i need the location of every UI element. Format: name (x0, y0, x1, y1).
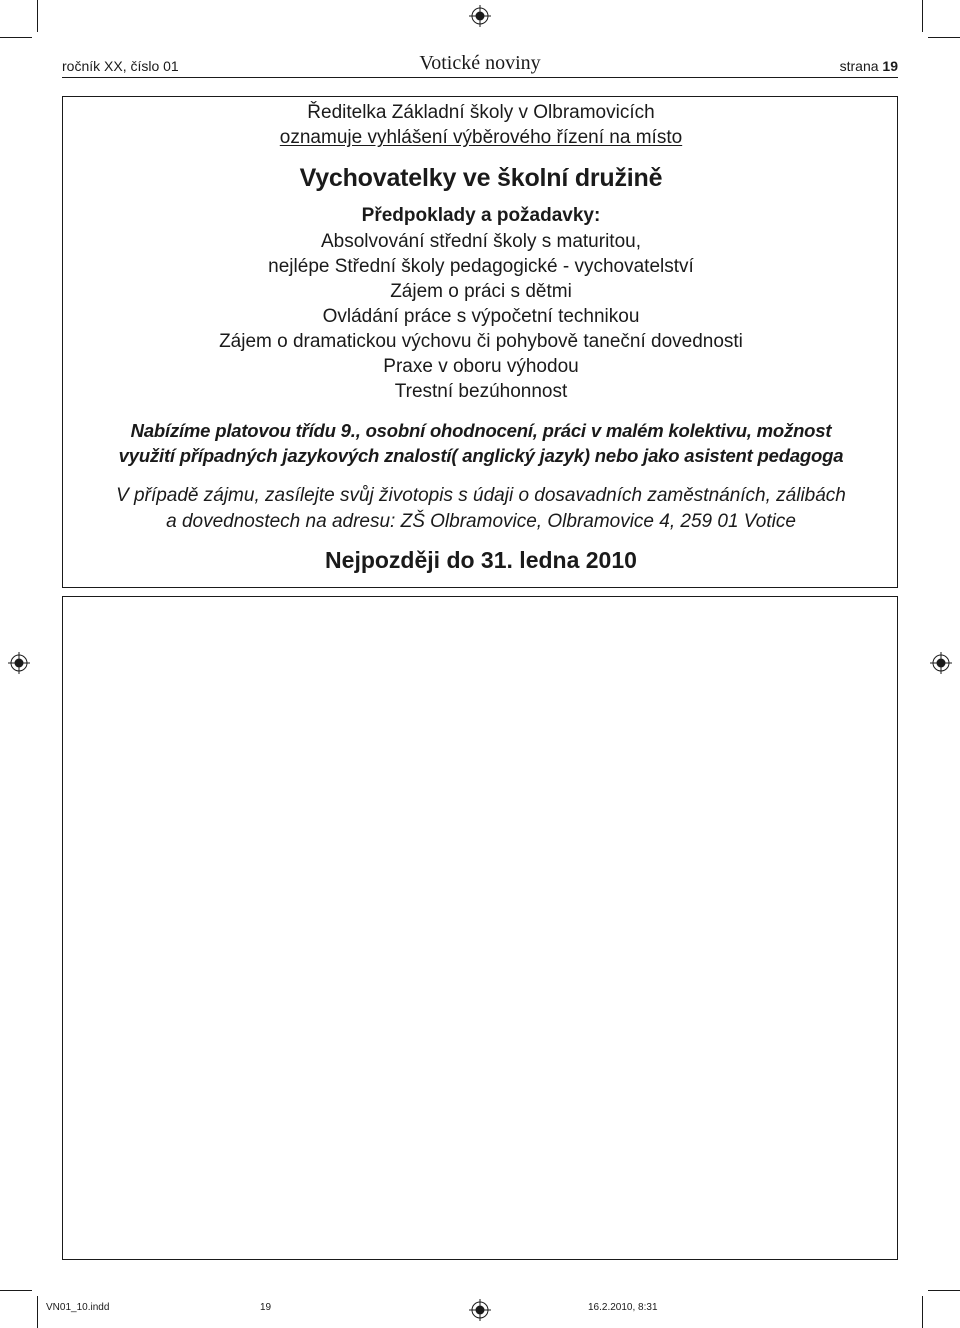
announcement-intro: Ředitelka Základní školy v Olbramovicích (307, 102, 655, 123)
requirement-item: Praxe v oboru výhodou (383, 356, 579, 377)
page-label: strana (839, 58, 879, 74)
registration-mark-icon (469, 1299, 491, 1321)
requirement-item: Ovládání práce s výpočetní technikou (322, 306, 640, 327)
announcement-subtitle: oznamuje vyhlášení výběrového řízení na místo (279, 127, 683, 148)
header-rule (62, 77, 898, 78)
page-number: 19 (882, 58, 898, 74)
requirement-item: Absolvování střední školy s maturitou, (321, 231, 641, 252)
slug-file: VN01_10.indd (46, 1302, 110, 1313)
requirement-item: nejlépe Střední školy pedagogické - vychovatelství (268, 256, 694, 277)
registration-mark-icon (930, 652, 952, 674)
contact-text: a dovednostech na adresu: ZŠ Olbramovice, Olbramovice 4, 259 01 Votice (166, 511, 796, 532)
requirement-item: Zájem o práci s dětmi (390, 281, 572, 302)
crop-mark-top-right (922, 0, 923, 32)
requirements-heading: Předpoklady a požadavky: (361, 205, 601, 226)
position-title: Vychovatelky ve školní družině (299, 164, 663, 192)
contact-text: V případě zájmu, zasílejte svůj životopis s údaji o dosavadních zaměstnáních, zálibách (116, 485, 846, 506)
requirement-item: Zájem o dramatickou výchovu či pohybově taneční dovednosti (219, 331, 743, 352)
slug-page: 19 (260, 1302, 272, 1313)
crop-mark-top-right-h (928, 37, 960, 38)
deadline: Nejpozději do 31. ledna 2010 (325, 547, 637, 573)
crop-mark-top-left (37, 0, 38, 32)
offer-text: využití případných jazykových znalostí( anglický jazyk) nebo jako asistent pedagoga (118, 445, 844, 466)
job-announcement-box (62, 96, 898, 588)
empty-frame (62, 596, 898, 1260)
requirement-item: Trestní bezúhonnost (394, 381, 568, 402)
registration-mark-icon (469, 5, 491, 27)
slug-timestamp: 16.2.2010, 8:31 (588, 1302, 658, 1313)
offer-text: Nabízíme platovou třídu 9., osobní ohodnocení, práci v malém kolektivu, možnost (130, 420, 832, 441)
issue-label: ročník XX, číslo 01 (62, 58, 179, 74)
crop-mark-bottom-right (922, 1296, 923, 1328)
newspaper-title: Votické noviny (419, 52, 541, 74)
crop-mark-top-left-h (0, 37, 32, 38)
registration-mark-icon (8, 652, 30, 674)
page-number-label (840, 58, 898, 74)
crop-mark-bottom-left-h (0, 1290, 32, 1291)
crop-mark-bottom-right-h (928, 1290, 960, 1291)
crop-mark-bottom-left (37, 1296, 38, 1328)
